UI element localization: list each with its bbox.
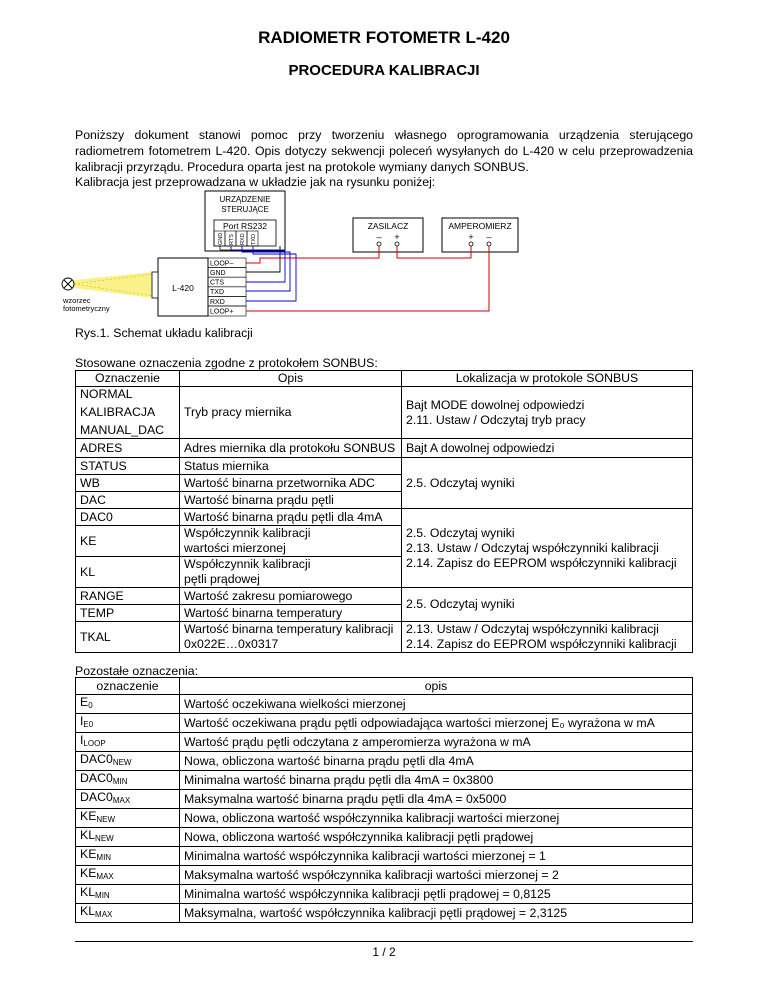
kl-description-2: pętli prądowej <box>184 572 260 586</box>
symbol-description: Maksymalna wartość współczynnika kalibracji wartości mierzonej = 2 <box>180 866 693 885</box>
mode-description: Tryb pracy miernika <box>180 387 402 439</box>
ammeter-label: AMPEROMIERZ <box>448 221 512 231</box>
wb-description: Wartość binarna przetwornika ADC <box>180 475 402 492</box>
symbol-subscript: 0 <box>88 701 93 710</box>
footer-divider <box>75 941 693 942</box>
adres-description: Adres miernika dla protokołu SONBUS <box>180 439 402 458</box>
symbol-subscript: MIN <box>95 891 110 900</box>
row-symbol <box>76 387 180 439</box>
dac-symbol: DAC <box>76 492 180 509</box>
kl-description-1: Współczynnik kalibracji <box>184 557 311 571</box>
symbol-description: Maksymalna wartość binarna prądu pętli dla 4mA = 0x5000 <box>180 790 693 809</box>
group2-location-3: 2.14. Zapisz do EEPROM współczynniki kalibracji <box>406 555 677 570</box>
mode-kalibracja: KALIBRACJA <box>80 405 156 419</box>
symbol-base: KL <box>80 885 96 899</box>
status-symbol: STATUS <box>76 458 180 475</box>
symbol-description: Nowa, obliczona wartość współczynnika kalibracji pętli prądowej <box>180 828 693 847</box>
header-description: Opis <box>180 371 402 387</box>
port-label: Port RS232 <box>223 221 267 231</box>
table-row <box>76 695 693 714</box>
l420-pin-rxd: RXD <box>210 298 225 306</box>
symbol-base: I <box>80 714 84 728</box>
symbol-cell <box>76 695 180 714</box>
table-row <box>76 509 693 526</box>
reference-label-1: wzorzec <box>63 296 91 305</box>
l420-pin-loop-minus: LOOP– <box>210 260 234 268</box>
other-symbols-table <box>75 677 693 923</box>
table-row <box>76 904 693 923</box>
tkal-description-1: Wartość binarna temperatury kalibracji <box>184 622 394 636</box>
table-row <box>76 387 693 439</box>
symbol-subscript: MAX <box>96 872 114 881</box>
tkal-description-2: 0x022E…0x0317 <box>184 637 279 651</box>
group1-location: 2.5. Odczytaj wyniki <box>402 458 693 509</box>
kl-description <box>180 557 402 588</box>
calibration-intro: Kalibracja jest przeprowadzana w układzie jak na rysunku poniżej: <box>75 175 436 189</box>
symbol-subscript: MIN <box>96 853 112 862</box>
ammeter-plus: + <box>468 232 474 242</box>
ammeter-minus: – <box>486 232 492 242</box>
group2-location-2: 2.13. Ustaw / Odczytaj współczynniki kalibracji <box>406 540 659 555</box>
symbol-subscript: NEW <box>95 834 114 843</box>
temp-description: Wartość binarna temperatury <box>180 605 402 622</box>
wire-rxd <box>246 246 296 301</box>
mode-location-2: 2.11. Ustaw / Odczytaj tryb pracy <box>406 412 586 427</box>
tkal-location-2: 2.14. Zapisz do EEPROM współczynniki kalibracji <box>406 637 677 651</box>
power-supply-plus: + <box>394 232 400 242</box>
symbol-cell <box>76 904 180 923</box>
symbol-cell <box>76 752 180 771</box>
tkal-location-1: 2.13. Ustaw / Odczytaj współczynniki kalibracji <box>406 622 659 636</box>
ke-description-1: Współczynnik kalibracji <box>184 526 311 540</box>
symbol-subscript: MAX <box>95 910 113 919</box>
power-supply-minus: – <box>376 232 382 242</box>
symbol-description: Nowa, obliczona wartość współczynnika kalibracji wartości mierzonej <box>180 809 693 828</box>
ke-description-2: wartości mierzonej <box>184 541 286 555</box>
sonbus-symbols-table <box>75 370 693 653</box>
table-row <box>76 809 693 828</box>
table-row <box>76 733 693 752</box>
reference-label-2: fotometryczny <box>63 304 110 313</box>
kl-symbol: KL <box>76 557 180 588</box>
dac-description: Wartość binarna prądu pętli <box>180 492 402 509</box>
table1-heading: Stosowane oznaczenia zgodne z protokołem SONBUS: <box>75 356 378 370</box>
symbol-description: Wartość oczekiwana prądu pętli odpowiadająca wartości mierzonej E₀ wyrażona w mA <box>180 714 693 733</box>
symbol-description: Minimalna wartość binarna prądu pętli dla 4mA = 0x3800 <box>180 771 693 790</box>
dac0-description: Wartość binarna prądu pętli dla 4mA <box>180 509 402 526</box>
table-header-row <box>76 678 693 695</box>
port-pin-rts: RTS <box>229 234 235 245</box>
symbol-base: I <box>80 733 84 747</box>
symbol-description: Wartość prądu pętli odczytana z amperomierza wyrażona w mA <box>180 733 693 752</box>
wire-txd <box>242 246 290 291</box>
symbol-cell <box>76 790 180 809</box>
status-description: Status miernika <box>180 458 402 475</box>
sensor-head <box>152 272 158 298</box>
symbol-base: KE <box>80 866 97 880</box>
symbol-cell <box>76 714 180 733</box>
symbol-base: KL <box>80 904 96 918</box>
header-symbol: oznaczenie <box>76 678 180 695</box>
wb-symbol: WB <box>76 475 180 492</box>
lamp-icon <box>62 278 74 290</box>
l420-pin-cts: CTS <box>210 279 224 287</box>
adres-location: Bajt A dowolnej odpowiedzi <box>402 439 693 458</box>
symbol-description: Nowa, obliczona wartość binarna prądu pętli dla 4mA <box>180 752 693 771</box>
symbol-description: Minimalna wartość współczynnika kalibracji pętli prądowej = 0,8125 <box>180 885 693 904</box>
symbol-description: Wartość oczekiwana wielkości mierzonej <box>180 695 693 714</box>
row-location <box>402 387 693 439</box>
range-description: Wartość zakresu pomiarowego <box>180 588 402 605</box>
l420-pin-loop-plus: LOOP+ <box>210 308 234 316</box>
symbol-cell <box>76 828 180 847</box>
table-row <box>76 588 693 605</box>
table-row <box>76 622 693 653</box>
l420-pins <box>208 258 246 316</box>
symbol-subscript: MAX <box>112 796 131 805</box>
header-symbol: Oznaczenie <box>76 371 180 387</box>
symbol-subscript: LOOP <box>83 739 106 748</box>
symbol-cell <box>76 809 180 828</box>
symbol-subscript: MIN <box>112 777 128 786</box>
symbol-cell <box>76 771 180 790</box>
symbol-cell <box>76 733 180 752</box>
symbol-subscript: E0 <box>83 720 94 729</box>
mode-normal: NORMAL <box>80 387 133 401</box>
table-row <box>76 458 693 475</box>
l420-pin-txd: TXD <box>210 289 224 297</box>
symbol-description: Maksymalna, wartość współczynnika kalibracji pętli prądowej = 2,3125 <box>180 904 693 923</box>
document-subtitle: PROCEDURA KALIBRACJI <box>288 62 480 79</box>
symbol-base: KE <box>80 809 97 823</box>
temp-symbol: TEMP <box>76 605 180 622</box>
dac0-symbol: DAC0 <box>76 509 180 526</box>
figure-caption: Rys.1. Schemat układu kalibracji <box>75 326 253 340</box>
ke-description <box>180 526 402 557</box>
table-row <box>76 714 693 733</box>
table2-heading: Pozostałe oznaczenia: <box>75 664 199 678</box>
group2-location <box>402 509 693 588</box>
mode-manual-dac: MANUAL_DAC <box>80 423 165 437</box>
group3-location: 2.5. Odczytaj wyniki <box>402 588 693 622</box>
symbol-description: Minimalna wartość współczynnika kalibracji wartości mierzonej = 1 <box>180 847 693 866</box>
table-row <box>76 790 693 809</box>
table-row <box>76 439 693 458</box>
l420-label: L-420 <box>172 283 194 293</box>
wire-loop-plus <box>246 258 489 311</box>
tkal-symbol: TKAL <box>76 622 180 653</box>
port-pin-txd: TXD <box>251 234 257 245</box>
table-row <box>76 847 693 866</box>
table-header-row <box>76 371 693 387</box>
symbol-base: KL <box>80 828 96 842</box>
calibration-diagram <box>60 188 530 323</box>
document-title: RADIOMETR FOTOMETR L-420 <box>258 28 510 47</box>
table-row <box>76 752 693 771</box>
symbol-base: DAC0 <box>80 752 113 766</box>
table-row <box>76 771 693 790</box>
port-pin-rxd: RXD <box>240 233 246 245</box>
symbol-cell <box>76 885 180 904</box>
mode-location-1: Bajt MODE dowolnej odpowiedzi <box>406 397 585 412</box>
symbol-base: E <box>80 695 89 709</box>
page-number: 1 / 2 <box>372 945 396 959</box>
symbol-cell <box>76 866 180 885</box>
tkal-description <box>180 622 402 653</box>
port-pin-gnd: GND <box>218 232 224 245</box>
group2-location-1: 2.5. Odczytaj wyniki <box>406 525 515 540</box>
intro-paragraph: Poniższy dokument stanowi pomoc przy tworzeniu własnego oprogramowania urządzenia sterującego radiometrem fotometrem L-420. Opis dotyczy sekwencji poleceń wysyłanych do L-420 w celu przeprowadzenia kalibracji przyrządu. Procedura oparta jest na protokole wymiany danych SONBUS. <box>75 128 693 174</box>
l420-pin-gnd: GND <box>210 270 226 277</box>
range-symbol: RANGE <box>76 588 180 605</box>
table-row <box>76 866 693 885</box>
control-device-label-1: URZĄDZENIE <box>219 195 271 204</box>
symbol-cell <box>76 847 180 866</box>
tkal-location <box>402 622 693 653</box>
symbol-base: DAC0 <box>80 790 113 804</box>
adres-symbol: ADRES <box>76 439 180 458</box>
table-row <box>76 828 693 847</box>
header-location: Lokalizacja w protokole SONBUS <box>402 371 693 387</box>
symbol-subscript: NEW <box>96 815 116 824</box>
power-supply-label: ZASILACZ <box>367 221 409 231</box>
header-description: opis <box>180 678 693 695</box>
control-device-label-2: STERUJĄCE <box>221 205 269 214</box>
table-row <box>76 885 693 904</box>
symbol-base: KE <box>80 847 97 861</box>
symbol-base: DAC0 <box>80 771 113 785</box>
light-beam <box>74 272 153 298</box>
ke-symbol: KE <box>76 526 180 557</box>
symbol-subscript: NEW <box>112 758 132 767</box>
